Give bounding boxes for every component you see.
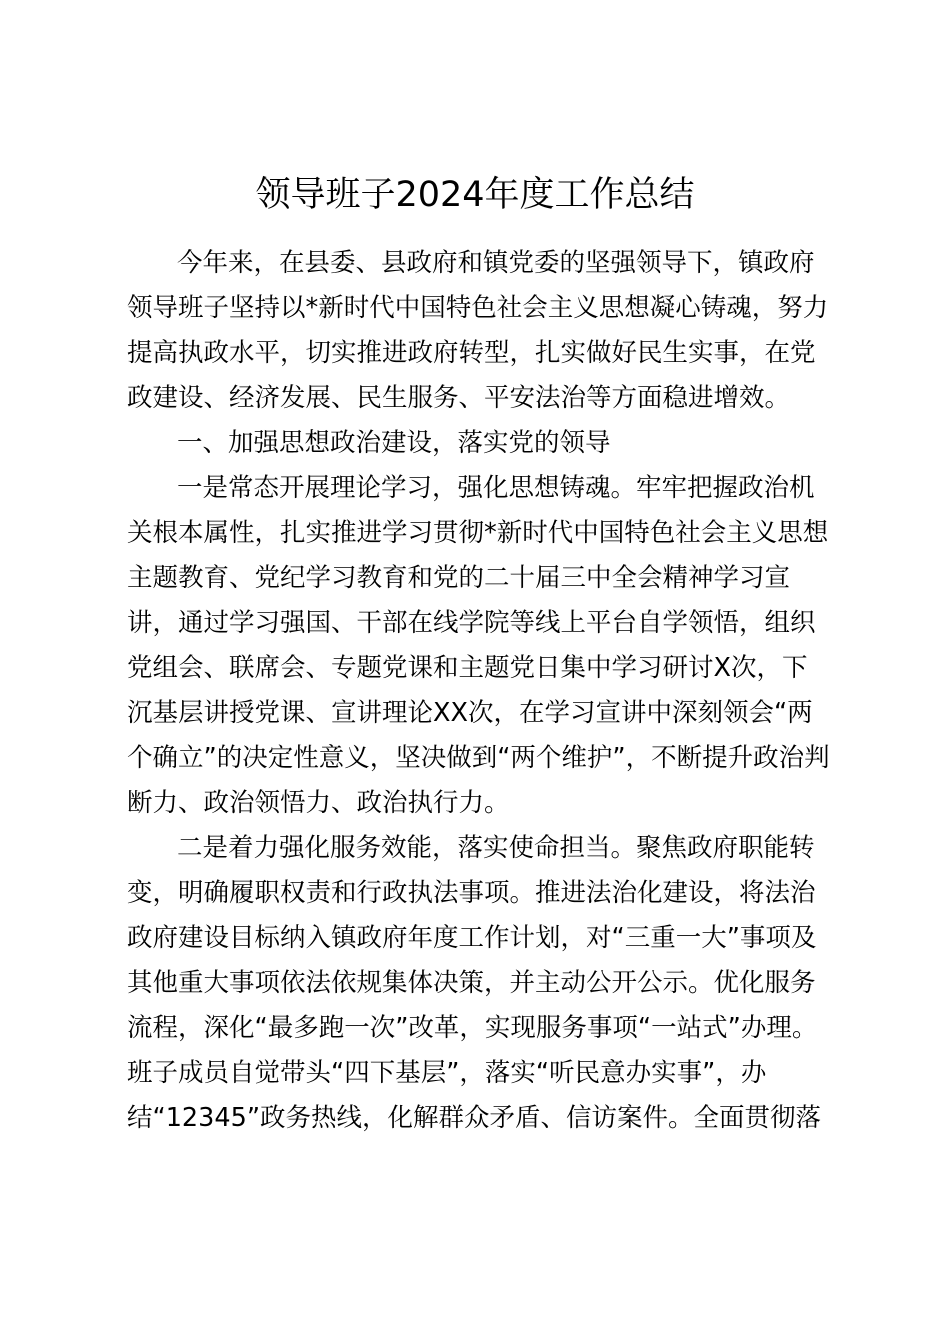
text-line: 流程，深化“最多跑一次”改革，实现服务事项“一站式”办理。 <box>127 1013 818 1043</box>
text-line: 沉基层讲授党课、宣讲理论XX次，在学习宣讲中深刻领会“两 <box>127 698 813 728</box>
text-line: 关根本属性，扎实推进学习贯彻*新时代中国特色社会主义思想 <box>127 518 829 548</box>
text-line: 一是常态开展理论学习，强化思想铸魂。牢牢把握政治机 <box>177 473 815 503</box>
text-line: 政府建设目标纳入镇政府年度工作计划，对“三重一大”事项及 <box>127 923 817 953</box>
text-line: 断力、政治领悟力、政治执行力。 <box>127 788 510 818</box>
text-line: 二是着力强化服务效能，落实使命担当。聚焦政府职能转 <box>177 833 815 863</box>
text-line: 变，明确履职权责和行政执法事项。推进法治化建设，将法治 <box>127 878 816 908</box>
text-line: 党组会、联席会、专题党课和主题党日集中学习研讨X次，下 <box>127 653 808 683</box>
text-line: 班子成员自觉带头“四下基层”，落实“听民意办实事”，办 <box>127 1058 767 1088</box>
text-line: 政建设、经济发展、民生服务、平安法治等方面稳进增效。 <box>127 383 791 413</box>
text-line: 提高执政水平，切实推进政府转型，扎实做好民生实事，在党 <box>127 338 816 368</box>
text-line: 主题教育、党纪学习教育和党的二十届三中全会精神学习宣 <box>127 563 791 593</box>
text-line: 讲，通过学习强国、干部在线学院等线上平台自学领悟，组织 <box>127 608 816 638</box>
text-line: 其他重大事项依法依规集体决策，并主动公开公示。优化服务 <box>127 968 816 998</box>
section-heading: 一、加强思想政治建设，落实党的领导 <box>177 428 611 458</box>
text-line: 今年来，在县委、县政府和镇党委的坚强领导下，镇政府 <box>177 248 815 278</box>
text-line: 领导班子坚持以*新时代中国特色社会主义思想凝心铸魂，努力 <box>127 293 829 323</box>
text-line: 个确立”的决定性意义，坚决做到“两个维护”，不断提升政治判 <box>127 743 830 773</box>
document-title: 领导班子2024年度工作总结 <box>255 175 695 215</box>
text-line: 结“12345”政务热线，化解群众矛盾、信访案件。全面贯彻落 <box>127 1103 822 1133</box>
